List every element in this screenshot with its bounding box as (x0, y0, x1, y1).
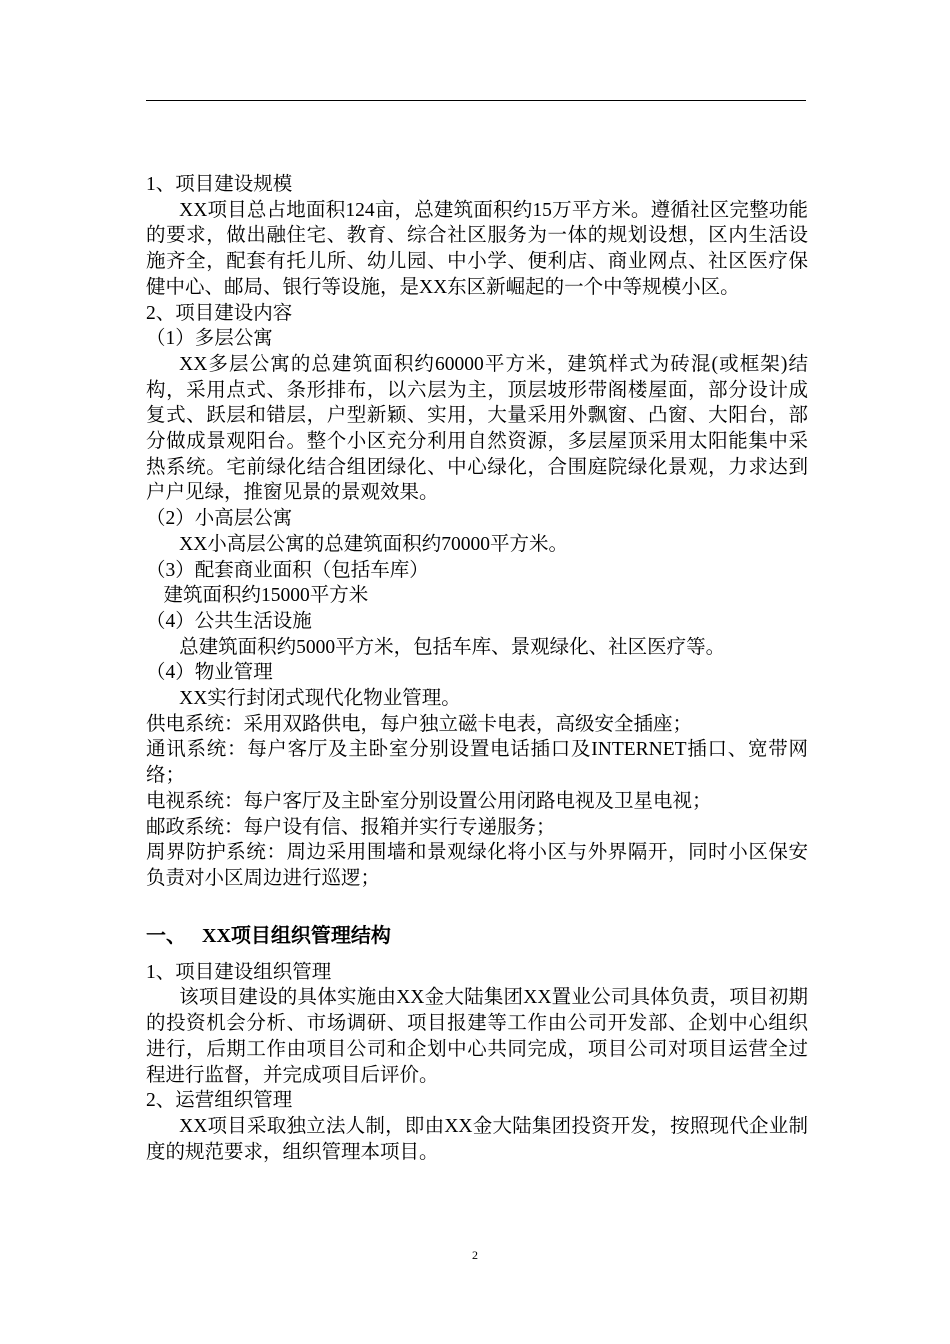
section-heading-text: XX项目组织管理结构 (202, 924, 391, 947)
paragraph-org-management: 该项目建设的具体实施由XX金大陆集团XX置业公司具体负责，项目初期的投资机会分析、市场调研、项目报建等工作由公司开发部、企划中心组织进行，后期工作由项目公司和企划中心共同完成，项目公司对项目运营全过程进行监督，并完成项目后评价。 (146, 987, 808, 1086)
section-heading (146, 922, 808, 950)
line-telecom-system: 通讯系统：每户客厅及主卧室分别设置电话插口及INTERNET插口、宽带网络； (146, 739, 808, 787)
line-tv-system: 电视系统：每户客厅及主卧室分别设置公用闭路电视及卫星电视； (146, 790, 712, 812)
line-power-system: 供电系统：采用双路供电，每户独立磁卡电表，高级安全插座； (146, 713, 693, 735)
item-public-facilities: （4）公共生活设施 (146, 610, 312, 632)
item-small-highrise: （2）小高层公寓 (146, 508, 293, 530)
paragraph-operation-management: XX项目采取独立法人制，即由XX金大陆集团投资开发，按照现代企业制度的规范要求，组织管理本项目。 (146, 1115, 808, 1163)
line-perimeter-system: 周界防护系统：周边采用围墙和景观绿化将小区与外界隔开，同时小区保安负责对小区周边进行巡逻； (146, 842, 808, 889)
paragraph-scale: XX项目总占地面积124亩，总建筑面积约15万平方米。遵循社区完整功能的要求，做出融住宅、教育、综合社区服务为一体的规划设想，区内生活设施齐全，配套有托儿所、幼儿园、中小学、便利店、商业网点、社区医疗保健中心、邮局、银行等设施，是XX东区新崛起的一个中等规模小区。 (146, 199, 808, 298)
paragraph-small-highrise: XX小高层公寓的总建筑面积约70000平方米。 (179, 533, 569, 555)
paragraph-multistory: XX多层公寓的总建筑面积约60000平方米，建筑样式为砖混(或框架)结构，采用点式、条形排布，以六层为主，顶层坡形带阁楼屋面，部分设计成复式、跃层和错层，户型新颖、实用，大量采用外飘窗、凸窗、大阳台，部分做成景观阳台。整个小区充分利用自然资源，多层屋顶采用太阳能集中采热系统。宅前绿化结合组团绿化、中心绿化，合围庭院绿化景观，力求达到户户见绿，推窗见景的景观效果。 (146, 353, 808, 504)
paragraph-public-facilities: 总建筑面积约5000平方米，包括车库、景观绿化、社区医疗等。 (179, 636, 726, 658)
paragraph-commercial: 建筑面积约15000平方米 (163, 585, 369, 607)
line-postal-system: 邮政系统：每户设有信、报箱并实行专递服务； (146, 816, 556, 838)
paragraph-property-management: XX实行封闭式现代化物业管理。 (179, 688, 461, 710)
item-property-management: （4）物业管理 (146, 662, 273, 684)
item-multistory: （1）多层公寓 (146, 328, 273, 350)
subheading-org-management: 1、项目建设组织管理 (146, 961, 332, 983)
page-number: 2 (472, 1248, 478, 1262)
subheading-operation-management: 2、运营组织管理 (146, 1090, 293, 1112)
item-commercial: （3）配套商业面积（包括车库） (146, 559, 429, 581)
header-rule (146, 100, 806, 101)
section-heading-number: 一、 (146, 924, 186, 947)
subheading-content: 2、项目建设内容 (146, 302, 293, 324)
subheading-scale: 1、项目建设规模 (146, 174, 293, 195)
document-body (146, 172, 808, 1165)
